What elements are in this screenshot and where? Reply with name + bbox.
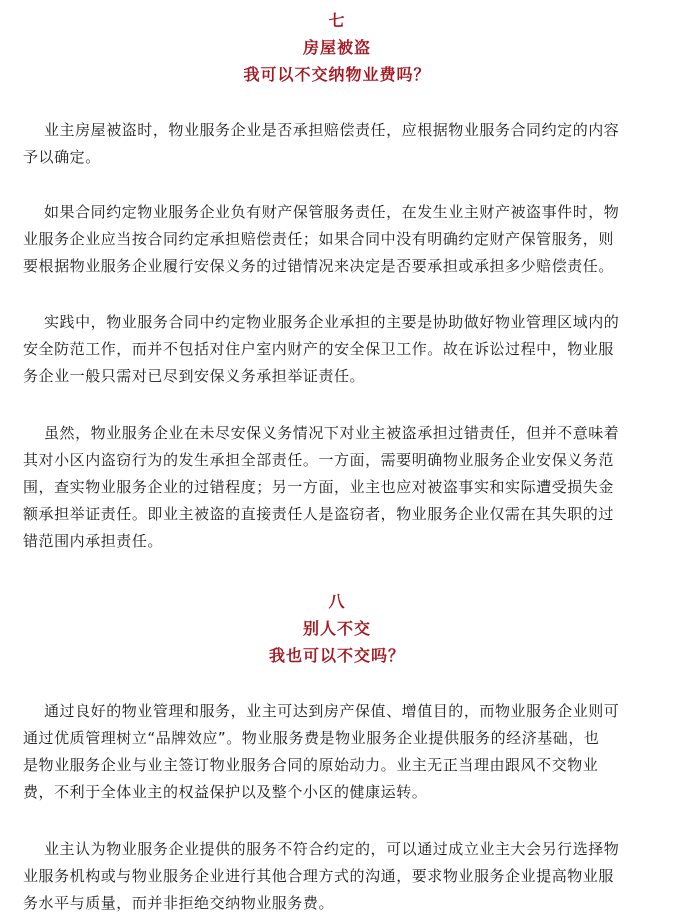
section-8-number: 八 xyxy=(328,592,346,611)
section-7-paragraph-4 xyxy=(23,420,634,555)
section-8-heading xyxy=(0,588,674,669)
text-line: 务企业一般只需对已尽到安保义务承担举证责任。 xyxy=(23,367,366,385)
text-line: 通过良好的物业管理和服务，业主可达到房产保值、增值目的，而物业服务企业则可 xyxy=(44,702,620,720)
text-line: 其对小区内盗窃行为的发生承担全部责任。一方面，需要明确物业服务企业安保义务范 xyxy=(23,451,614,469)
section-7-heading xyxy=(0,7,674,88)
text-line: 额承担举证责任。即业主被盗的直接责任人是盗窃者，物业服务企业仅需在其失职的过 xyxy=(23,505,614,523)
section-7-question: 我可以不交纳物业费吗？ xyxy=(243,65,431,84)
text-line: 要根据物业服务企业履行安保义务的过错情况来决定是否要承担或承担多少赔偿责任。 xyxy=(23,257,614,275)
section-7-number: 七 xyxy=(328,11,346,30)
section-7-paragraph-3 xyxy=(23,309,634,390)
text-line: 虽然，物业服务企业在未尽安保义务情况下对业主被盗承担过错责任，但并不意味着 xyxy=(44,424,620,442)
text-line: 错范围内承担责任。 xyxy=(23,532,163,550)
text-line: 费，不利于全体业主的权益保护以及整个小区的健康运转。 xyxy=(23,783,428,801)
text-line: 予以确定。 xyxy=(23,148,101,166)
text-line: 围，查实物业服务企业的过错程度；另一方面，业主也应对被盗事实和实际遭受损失金 xyxy=(23,478,614,496)
section-8-question: 我也可以不交吗？ xyxy=(268,646,405,665)
text-line: 安全防范工作，而并不包括对住户室内财产的安全保卫工作。故在诉讼过程中，物业服 xyxy=(23,340,614,358)
section-8-paragraph-2 xyxy=(23,836,634,917)
text-line: 业主房屋被盗时，物业服务企业是否承担赔偿责任，应根据物业服务合同约定的内容 xyxy=(44,121,620,139)
section-7-paragraph-2 xyxy=(23,199,634,280)
text-line: 务水平与质量，而并非拒绝交纳物业服务费。 xyxy=(23,894,335,912)
text-line: 实践中，物业服务合同中约定物业服务企业承担的主要是协助做好物业管理区域内的 xyxy=(44,313,620,331)
section-7-paragraph-1 xyxy=(23,117,634,171)
text-line: 如果合同约定物业服务企业负有财产保管服务责任，在发生业主财产被盗事件时，物 xyxy=(44,203,620,221)
section-8-paragraph-1 xyxy=(23,698,634,806)
text-line: 业主认为物业服务企业提供的服务不符合约定的，可以通过成立业主大会另行选择物 xyxy=(44,840,620,858)
text-line: 业服务企业应当按合同约定承担赔偿责任；如果合同中没有明确约定财产保管服务，则 xyxy=(23,230,614,248)
text-line: 通过优质管理树立“品牌效应”。物业服务费是物业服务企业提供服务的经济基础，也 xyxy=(23,729,600,747)
text-line: 业服务机构或与物业服务企业进行其他合理方式的沟通，要求物业服务企业提高物业服 xyxy=(23,867,614,885)
section-7-title: 房屋被盗 xyxy=(302,38,371,57)
section-8-title: 别人不交 xyxy=(302,619,371,638)
text-line: 是物业服务企业与业主签订物业服务合同的原始动力。业主无正当理由跟风不交物业 xyxy=(23,756,599,774)
